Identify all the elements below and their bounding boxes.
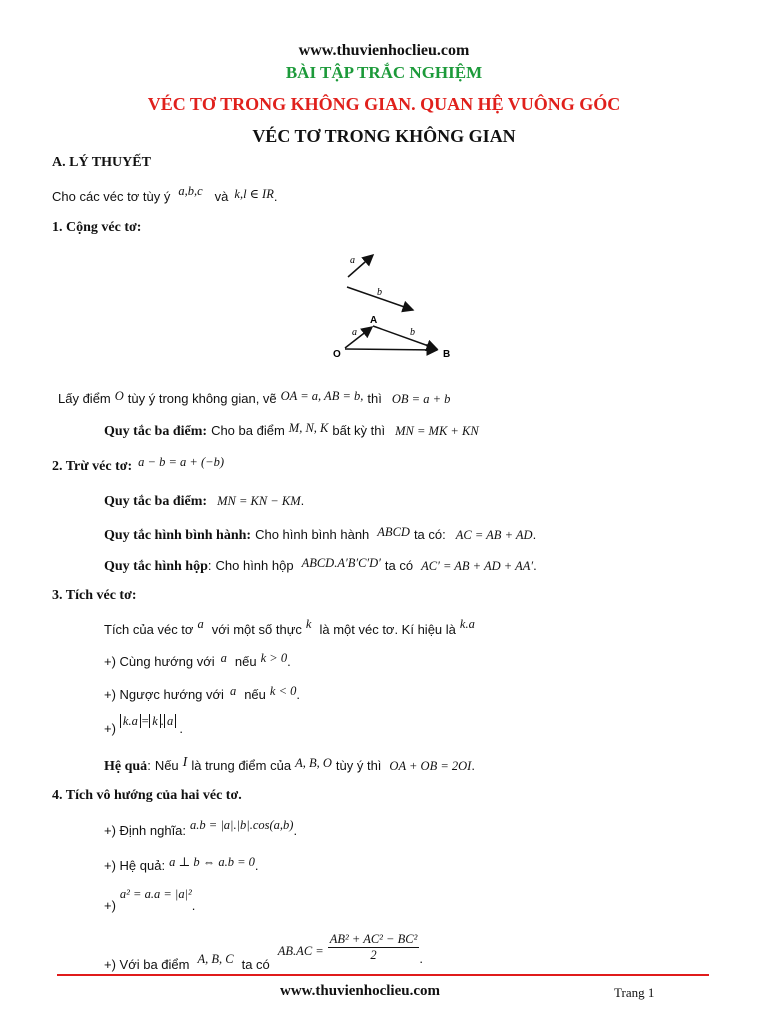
theory-intro (52, 184, 278, 206)
sub-rule2-shape: ABCD (377, 525, 410, 539)
mul-item1-text-2: nếu (234, 654, 257, 669)
rule-eq: MN = MK + KN (395, 424, 479, 438)
point-a-label: A (370, 315, 378, 326)
label-a-triangle: a (352, 327, 357, 338)
site-header[interactable]: www.thuvienhoclieu.com (298, 42, 470, 59)
section-title: VÉC TƠ TRONG KHÔNG GIAN (252, 126, 516, 146)
multiplication-heading: 3. Tích véc tơ: (52, 588, 137, 603)
intro-scalars: k,l ∈ IR (234, 187, 274, 201)
footer-site[interactable]: www.thuvienhoclieu.com (280, 983, 441, 999)
subtraction-rule-1 (104, 492, 304, 510)
dot-tri-fraction (328, 932, 420, 963)
vector-ab-arrow (373, 326, 437, 349)
dot-definition (104, 818, 298, 840)
sub-rule2-label: Quy tắc hình bình hành: (104, 528, 252, 543)
mul-item-opposite-direction (104, 686, 300, 704)
mul-item2-vector: a (229, 684, 237, 698)
addition-line-text-1: Lấy điểm (58, 391, 111, 406)
mul-item-same-direction (104, 653, 291, 671)
subtraction-heading: 2. Trừ véc tơ: (52, 459, 133, 474)
sub-rule3-end: . (533, 558, 537, 573)
multiplication-def (104, 617, 475, 639)
sub-rule1-eq: MN = KN − KM (217, 494, 301, 508)
intro-vectors: a,b,c (178, 184, 203, 198)
dot-tri-points: A, B, C (197, 952, 234, 967)
dot-triangle (104, 932, 423, 973)
dot-square (104, 887, 196, 915)
label-b-top: b (377, 287, 382, 298)
sub-rule3-label: Quy tắc hình hộp (104, 559, 208, 574)
mul-vector: a (197, 617, 204, 631)
mul-cons-text-1: Nếu (154, 758, 179, 773)
mul-cons-points: A, B, O (295, 756, 332, 770)
dot-tri-text-1: +) Với ba điểm (104, 957, 190, 973)
mul-item2-text-1: +) Ngược hướng với (104, 687, 224, 702)
label-b-triangle: b (410, 327, 415, 338)
mul-cons-I: I (182, 755, 188, 770)
mul-item3-a: a (164, 714, 176, 728)
dot-sq-end: . (191, 898, 196, 913)
subtraction-rule-2 (104, 526, 536, 544)
mul-item3-eq: = (140, 714, 150, 728)
mul-cons-label: Hệ quả (104, 759, 148, 774)
mul-cons-text-3: tùy ý thì (335, 758, 382, 773)
mul-text-3: là một véc tơ. Kí hiệu là (319, 622, 456, 637)
doc-subtitle: BÀI TẬP TRẮC NGHIỆM (285, 63, 483, 82)
footer-divider (57, 974, 709, 976)
mul-item2-end: . (296, 687, 300, 702)
mul-k: k (305, 617, 312, 631)
mul-item3-k: k (149, 714, 161, 728)
vector-oa-arrow (345, 327, 372, 348)
mul-cons-colon: : (147, 758, 151, 773)
addition-line-text-3: thì (367, 391, 382, 406)
mul-item3-prefix: +) (104, 721, 116, 736)
dot-tri-numerator: AB² + AC² − BC² (329, 932, 418, 946)
dot-def-eq: a.b = |a|.|b|.cos(a,b) (190, 818, 294, 832)
subtraction-heading-row (52, 457, 224, 475)
dot-product-heading: 4. Tích vô hướng của hai véc tơ. (52, 788, 242, 803)
mul-item3-lhs: k.a (120, 714, 141, 728)
mul-item1-cond: k > 0 (260, 651, 288, 665)
dot-sq-prefix: +) (104, 898, 116, 913)
vector-ob-arrow (345, 349, 437, 350)
sub-rule1-label: Quy tắc ba điểm: (104, 494, 208, 509)
point-b-label: B (443, 349, 451, 360)
sub-rule3-colon: : (207, 558, 212, 573)
addition-result: OB = a + b (391, 392, 451, 406)
addition-origin: O (114, 389, 124, 403)
intro-and: và (214, 189, 229, 204)
mul-cons-eq: OA + OB = 2OI (389, 759, 472, 773)
mul-result: k.a (459, 617, 475, 631)
mul-item1-end: . (287, 654, 291, 669)
three-point-rule-add (104, 422, 479, 440)
intro-text: Cho các véc tơ tùy ý (52, 189, 171, 204)
sub-rule2-end: . (532, 527, 537, 542)
sub-rule1-end: . (300, 493, 305, 508)
sub-rule3-shape: ABCD.A′B′C′D′ (301, 556, 381, 570)
dot-def-end: . (293, 823, 298, 838)
dot-tri-text-2: ta có (241, 957, 270, 973)
sub-rule2-text-2: ta có: (413, 527, 446, 542)
mul-text-2: với một số thực (211, 622, 302, 637)
mul-item-magnitude (104, 714, 183, 738)
doc-topic-title: VÉC TƠ TRONG KHÔNG GIAN. QUAN HỆ VUÔNG GÓC (147, 94, 621, 114)
rule-text-2: bất kỳ thì (332, 423, 386, 438)
addition-heading: 1. Cộng véc tơ: (52, 220, 142, 235)
mul-item3-dot: . (160, 714, 164, 728)
addition-line-text-2: tùy ý trong không gian, vẽ (127, 391, 277, 406)
mul-item1-vector: a (220, 651, 227, 665)
page-number: Trang 1 (614, 985, 655, 1000)
mul-text-1: Tích của véc tơ (104, 622, 194, 637)
addition-eq: OA = a, AB = b, (280, 389, 364, 403)
mul-cons-text-2: là trung điểm của (191, 758, 292, 773)
dot-cons-eq: a ⊥ b ⇔ a.b = 0 (169, 855, 255, 869)
sub-rule3-text-2: ta có (384, 558, 414, 573)
dot-cons-text: +) Hệ quả: (104, 858, 166, 873)
rule-text-1: Cho ba điểm (211, 423, 285, 438)
mul-cons-end: . (471, 758, 475, 773)
mul-item1-text-1: +) Cùng hướng với (104, 654, 215, 669)
vector-addition-figure (325, 245, 465, 370)
dot-tri-denominator: 2 (370, 948, 377, 962)
dot-tri-end: . (419, 951, 423, 967)
sub-rule3-text-1: Cho hình hộp (215, 558, 294, 573)
mul-item2-text-2: nếu (244, 687, 266, 702)
mul-consequence (104, 757, 475, 775)
mul-item3-end: . (179, 721, 183, 736)
subtraction-def: a − b = a + (−b) (138, 455, 224, 469)
sub-rule2-eq: AC = AB + AD (455, 528, 533, 542)
mul-item2-cond: k < 0 (269, 684, 297, 698)
dot-cons-end: . (254, 858, 259, 873)
label-a-top: a (350, 255, 355, 266)
dot-consequence (104, 857, 259, 875)
theory-heading: A. LÝ THUYẾT (52, 155, 151, 170)
sub-rule3-eq: AC′ = AB + AD + AA′ (421, 559, 534, 573)
subtraction-rule-3 (104, 557, 537, 575)
intro-end: . (273, 189, 278, 204)
sub-rule2-text-1: Cho hình bình hành (255, 527, 370, 542)
dot-def-text: +) Định nghĩa: (104, 823, 187, 838)
rule-points: M, N, K (288, 421, 329, 435)
dot-tri-lhs: AB.AC = (277, 944, 324, 959)
point-o-label: O (333, 349, 341, 360)
addition-line (58, 390, 450, 408)
dot-sq-eq: a² = a.a = |a|² (119, 887, 192, 901)
rule-label: Quy tắc ba điểm: (104, 424, 208, 439)
